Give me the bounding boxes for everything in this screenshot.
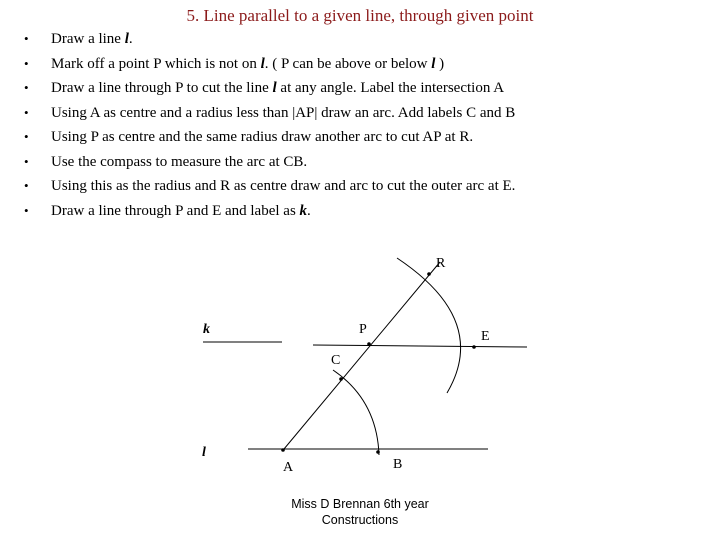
bullet-icon: • — [24, 202, 29, 218]
label-b: B — [393, 457, 403, 472]
point-e — [472, 345, 476, 349]
bullet-icon: • — [24, 55, 29, 71]
bullet-icon: • — [24, 31, 29, 46]
instruction-step: • Using P as centre and the same radius draw another arc to cut AP at R. — [24, 125, 515, 150]
label-k: k — [203, 322, 210, 337]
label-l: l — [202, 445, 206, 460]
point-r — [427, 272, 431, 276]
label-r: R — [436, 256, 446, 271]
instruction-step: • Draw a line through P to cut the line l at any angle. Label the intersection A — [24, 76, 515, 101]
transversal-ap — [284, 262, 440, 449]
page-title: 5. Line parallel to a given line, through given point — [186, 6, 534, 25]
label-c: C — [331, 353, 341, 368]
arc-re — [397, 258, 461, 393]
line-symbol: l — [124, 31, 129, 47]
line-symbol: l — [431, 55, 436, 72]
line-k-right-segment — [313, 345, 527, 347]
label-e: E — [481, 329, 490, 344]
label-p: P — [359, 322, 367, 337]
point-c — [339, 377, 343, 381]
bullet-icon: • — [24, 104, 29, 120]
label-a: A — [283, 460, 294, 475]
bullet-icon: • — [24, 153, 29, 169]
instruction-step: • Using A as centre and a radius less than |AP| draw an arc. Add labels C and B — [24, 101, 515, 126]
bullet-icon: • — [24, 129, 29, 144]
bullet-icon: • — [24, 178, 29, 193]
footer-credit — [270, 496, 450, 528]
line-symbol: l — [272, 80, 277, 96]
instruction-step: • Mark off a point P which is not on l. ( P can be above or below l ) — [24, 52, 515, 77]
footer-subject: Constructions — [321, 513, 399, 527]
instruction-step: • Use the compass to measure the arc at CB. — [24, 150, 515, 175]
bullet-icon: • — [24, 80, 29, 95]
footer-author: Miss D Brennan 6th year — [291, 497, 429, 511]
line-symbol: l — [260, 55, 265, 72]
instruction-step: • Draw a line through P and E and label as k. — [24, 199, 515, 224]
point-b — [376, 450, 380, 454]
point-p — [367, 342, 371, 346]
instruction-step: • Using this as the radius and R as centre draw and arc to cut the outer arc at E. — [24, 174, 515, 199]
instruction-step: • Draw a line l. — [24, 27, 515, 52]
line-symbol: k — [299, 202, 308, 219]
point-a — [281, 448, 285, 452]
